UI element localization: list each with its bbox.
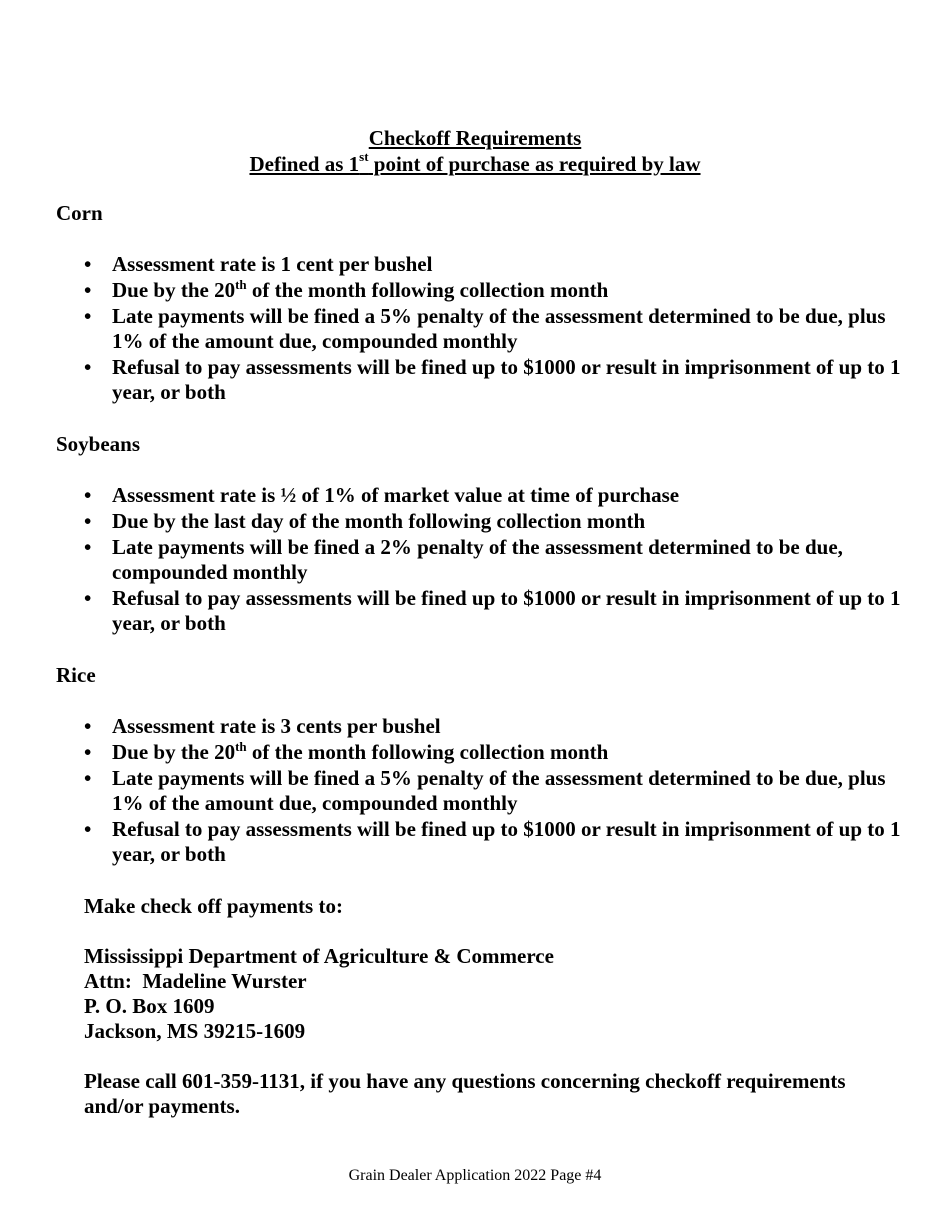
list-item [84, 509, 904, 534]
list-item-text: Due by the 20 [112, 278, 236, 302]
superscript: th [235, 277, 247, 292]
superscript: th [235, 739, 247, 754]
list-item [84, 766, 904, 816]
payment-intro: Make check off payments to: [84, 894, 343, 918]
list-item [84, 252, 904, 277]
contact-note: Please call 601-359-1131, if you have any questions concerning checkoff requirements and/or payments. [84, 1069, 846, 1118]
bullet-icon: • [84, 355, 92, 379]
list-item-text: Assessment rate is ½ of 1% of market value at time of purchase [112, 483, 680, 507]
list-item-text-post: of the month following collection month [246, 278, 609, 302]
list-item-text: Assessment rate is 3 cents per bushel [112, 714, 441, 738]
bullet-icon: • [84, 278, 92, 302]
bullet-icon: • [84, 509, 92, 533]
list-item-text: Late payments will be fined a 5% penalty of the assessment determined to be due, plus 1% of the amount due, compounded monthly [112, 766, 886, 815]
list-item-text: Refusal to pay assessments will be fined up to $1000 or result in imprisonment of up to 1 year, or both [112, 586, 901, 635]
address-line: Jackson, MS 39215-1609 [84, 1019, 306, 1043]
list-item-text: Refusal to pay assessments will be fined up to $1000 or result in imprisonment of up to 1 year, or both [112, 355, 901, 404]
address-line: Attn: Madeline Wurster [84, 969, 307, 993]
list-item-text: Late payments will be fined a 5% penalty of the assessment determined to be due, plus 1% of the amount due, compounded monthly [112, 304, 886, 353]
subtitle-text-pre: Defined as 1 [249, 152, 360, 176]
section-heading-corn: Corn [56, 201, 103, 225]
corn-requirements-list [84, 252, 904, 406]
bullet-icon: • [84, 714, 92, 738]
list-item-text-post: of the month following collection month [246, 740, 609, 764]
bullet-icon: • [84, 304, 92, 328]
page-title-text: Checkoff Requirements [368, 126, 582, 150]
address-line: Mississippi Department of Agriculture & Commerce [84, 944, 554, 968]
list-item [84, 740, 904, 765]
list-item-text: Due by the last day of the month following collection month [112, 509, 646, 533]
list-item [84, 355, 904, 405]
list-item-text: Due by the 20 [112, 740, 236, 764]
list-item [84, 304, 904, 354]
list-item [84, 535, 904, 585]
list-item [84, 817, 904, 867]
bullet-icon: • [84, 740, 92, 764]
bullet-icon: • [84, 586, 92, 610]
soybeans-requirements-list [84, 483, 904, 637]
list-item [84, 278, 904, 303]
subtitle-superscript: st [359, 149, 369, 164]
list-item-text: Late payments will be fined a 2% penalty of the assessment determined to be due, compounded monthly [112, 535, 843, 584]
list-item-text: Refusal to pay assessments will be fined up to $1000 or result in imprisonment of up to 1 year, or both [112, 817, 901, 866]
subtitle-text-post: point of purchase as required by law [368, 152, 701, 176]
list-item [84, 483, 904, 508]
list-item [84, 586, 904, 636]
address-line: P. O. Box 1609 [84, 994, 215, 1018]
bullet-icon: • [84, 817, 92, 841]
page-title [0, 125, 950, 151]
page-subtitle [0, 151, 950, 177]
section-heading-rice: Rice [56, 663, 96, 687]
section-heading-soybeans: Soybeans [56, 432, 141, 456]
bullet-icon: • [84, 535, 92, 559]
page-footer: Grain Dealer Application 2022 Page #4 [348, 1167, 602, 1184]
mailing-address [84, 944, 904, 1044]
bullet-icon: • [84, 766, 92, 790]
bullet-icon: • [84, 252, 92, 276]
rice-requirements-list [84, 714, 904, 868]
list-item [84, 714, 904, 739]
bullet-icon: • [84, 483, 92, 507]
list-item-text: Assessment rate is 1 cent per bushel [112, 252, 433, 276]
